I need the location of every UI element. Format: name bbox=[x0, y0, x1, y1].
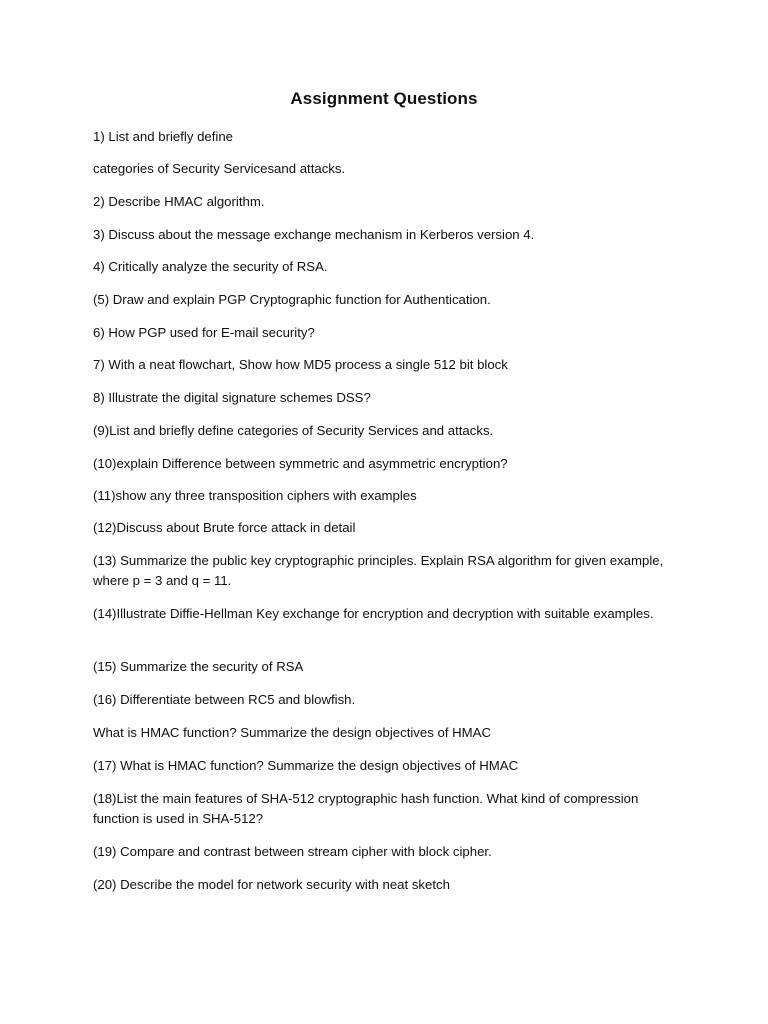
question-paragraph: (14)Illustrate Diffie-Hellman Key exchange for encryption and decryption with suitable examples. bbox=[93, 606, 654, 621]
question-paragraph: (13) Summarize the public key cryptographic principles. Explain RSA algorithm for given example, where p = 3 and q = 11. bbox=[93, 553, 664, 588]
question-paragraph: 3) Discuss about the message exchange mechanism in Kerberos version 4. bbox=[93, 227, 535, 242]
question-paragraph: (18)List the main features of SHA-512 cryptographic hash function. What kind of compression function is used in SHA-512? bbox=[93, 791, 639, 826]
question-paragraph: (15) Summarize the security of RSA bbox=[93, 659, 304, 674]
question-paragraph: (17) What is HMAC function? Summarize the design objectives of HMAC bbox=[93, 758, 519, 773]
question-paragraph: (19) Compare and contrast between stream cipher with block cipher. bbox=[93, 844, 492, 859]
question-paragraph: 2) Describe HMAC algorithm. bbox=[93, 194, 265, 209]
question-paragraph: (12)Discuss about Brute force attack in detail bbox=[93, 520, 356, 535]
question-paragraph: (11)show any three transposition ciphers with examples bbox=[93, 488, 417, 503]
question-paragraph: 1) List and briefly define bbox=[93, 129, 234, 144]
question-paragraph: What is HMAC function? Summarize the design objectives of HMAC bbox=[93, 725, 491, 740]
question-paragraph: (16) Differentiate between RC5 and blowfish. bbox=[93, 692, 356, 707]
question-paragraph: 8) Illustrate the digital signature schemes DSS? bbox=[93, 390, 371, 405]
page-title: Assignment Questions bbox=[290, 89, 478, 108]
question-paragraph: (20) Describe the model for network security with neat sketch bbox=[93, 877, 450, 892]
question-paragraph: (5) Draw and explain PGP Cryptographic function for Authentication. bbox=[93, 292, 491, 307]
question-paragraph: (9)List and briefly define categories of Security Services and attacks. bbox=[93, 423, 494, 438]
question-paragraph: 4) Critically analyze the security of RSA. bbox=[93, 259, 328, 274]
question-paragraph: (10)explain Difference between symmetric and asymmetric encryption? bbox=[93, 456, 508, 471]
question-paragraph: 7) With a neat flowchart, Show how MD5 process a single 512 bit block bbox=[93, 357, 508, 372]
question-paragraph: categories of Security Servicesand attacks. bbox=[93, 161, 346, 176]
question-paragraph: 6) How PGP used for E-mail security? bbox=[93, 325, 315, 340]
